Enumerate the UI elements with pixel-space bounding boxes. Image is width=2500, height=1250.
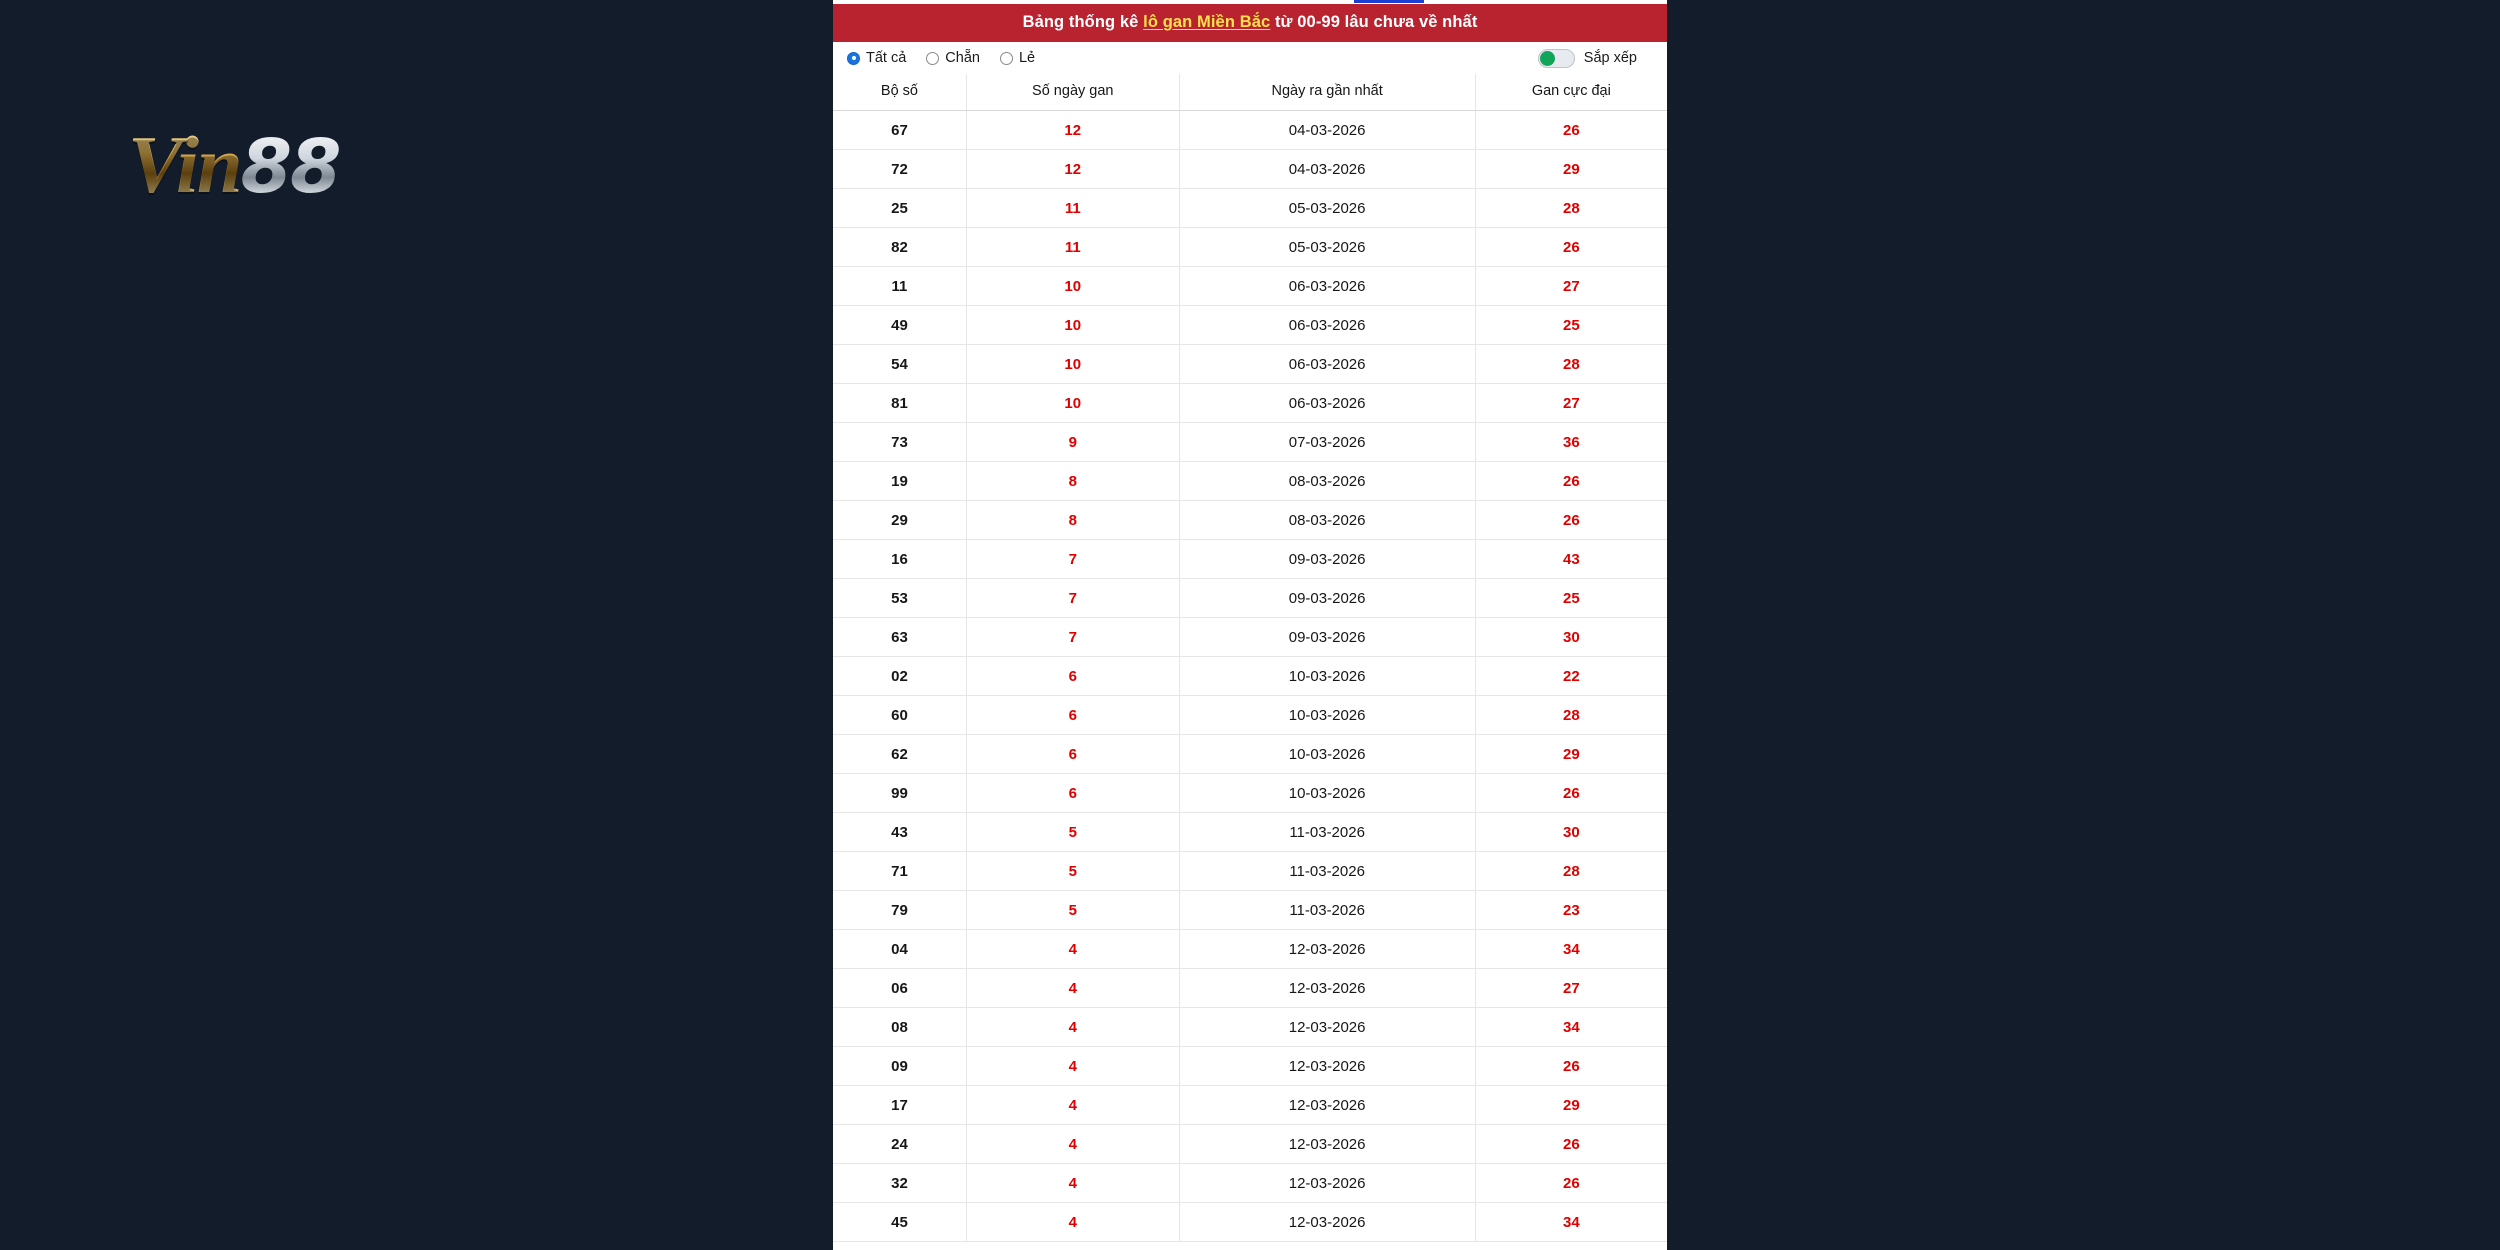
cell-bo-so: 54 bbox=[833, 345, 966, 384]
cell-so-ngay-gan: 4 bbox=[966, 930, 1179, 969]
table-row[interactable] bbox=[833, 657, 1667, 696]
cell-ngay-ra-gan-nhat: 06-03-2026 bbox=[1179, 384, 1475, 423]
cell-ngay-ra-gan-nhat: 09-03-2026 bbox=[1179, 618, 1475, 657]
cell-bo-so: 81 bbox=[833, 384, 966, 423]
cell-ngay-ra-gan-nhat: 06-03-2026 bbox=[1179, 306, 1475, 345]
cell-so-ngay-gan: 7 bbox=[966, 579, 1179, 618]
cell-ngay-ra-gan-nhat: 05-03-2026 bbox=[1179, 228, 1475, 267]
table-row[interactable] bbox=[833, 735, 1667, 774]
table-header bbox=[833, 74, 1667, 111]
cell-bo-so: 73 bbox=[833, 423, 966, 462]
cell-bo-so: 63 bbox=[833, 618, 966, 657]
cell-ngay-ra-gan-nhat: 08-03-2026 bbox=[1179, 501, 1475, 540]
cell-so-ngay-gan: 10 bbox=[966, 345, 1179, 384]
table-row[interactable] bbox=[833, 1047, 1667, 1086]
banner-link-lo-gan-mien-bac[interactable]: lô gan Miền Bắc bbox=[1143, 13, 1271, 31]
radio-icon-odd[interactable] bbox=[1000, 52, 1013, 65]
logo-text-88: 88 bbox=[240, 124, 340, 210]
sort-control[interactable] bbox=[1538, 49, 1637, 68]
cell-so-ngay-gan: 8 bbox=[966, 501, 1179, 540]
cell-gan-cuc-dai: 30 bbox=[1475, 813, 1667, 852]
sort-label: Sắp xếp bbox=[1583, 50, 1637, 66]
sort-toggle-knob bbox=[1540, 51, 1555, 66]
table-row[interactable] bbox=[833, 969, 1667, 1008]
table-row[interactable] bbox=[833, 462, 1667, 501]
cell-so-ngay-gan: 9 bbox=[966, 423, 1179, 462]
cell-so-ngay-gan: 4 bbox=[966, 1008, 1179, 1047]
cell-bo-so: 99 bbox=[833, 774, 966, 813]
cell-gan-cuc-dai: 28 bbox=[1475, 189, 1667, 228]
cell-ngay-ra-gan-nhat: 09-03-2026 bbox=[1179, 540, 1475, 579]
table-row[interactable] bbox=[833, 501, 1667, 540]
cell-gan-cuc-dai: 28 bbox=[1475, 696, 1667, 735]
cell-ngay-ra-gan-nhat: 06-03-2026 bbox=[1179, 345, 1475, 384]
cell-bo-so: 67 bbox=[833, 111, 966, 150]
cell-so-ngay-gan: 6 bbox=[966, 696, 1179, 735]
cell-gan-cuc-dai: 25 bbox=[1475, 306, 1667, 345]
cell-bo-so: 19 bbox=[833, 462, 966, 501]
cell-ngay-ra-gan-nhat: 11-03-2026 bbox=[1179, 852, 1475, 891]
table-row[interactable] bbox=[833, 228, 1667, 267]
cell-so-ngay-gan: 6 bbox=[966, 657, 1179, 696]
cell-so-ngay-gan: 4 bbox=[966, 1125, 1179, 1164]
table-row[interactable] bbox=[833, 579, 1667, 618]
filter-option-all-label: Tất cả bbox=[866, 50, 907, 66]
cell-gan-cuc-dai: 26 bbox=[1475, 228, 1667, 267]
filter-radio-group bbox=[847, 50, 1035, 66]
cell-so-ngay-gan: 12 bbox=[966, 150, 1179, 189]
cell-gan-cuc-dai: 26 bbox=[1475, 774, 1667, 813]
cell-bo-so: 82 bbox=[833, 228, 966, 267]
cell-gan-cuc-dai: 27 bbox=[1475, 969, 1667, 1008]
radio-icon-even[interactable] bbox=[926, 52, 939, 65]
cell-gan-cuc-dai: 27 bbox=[1475, 267, 1667, 306]
cell-bo-so: 53 bbox=[833, 579, 966, 618]
cell-gan-cuc-dai: 28 bbox=[1475, 852, 1667, 891]
stats-panel bbox=[833, 0, 1667, 1250]
filter-option-odd[interactable] bbox=[1000, 50, 1035, 66]
table-row[interactable] bbox=[833, 618, 1667, 657]
cell-bo-so: 16 bbox=[833, 540, 966, 579]
table-row[interactable] bbox=[833, 306, 1667, 345]
cell-ngay-ra-gan-nhat: 12-03-2026 bbox=[1179, 1203, 1475, 1242]
cell-so-ngay-gan: 10 bbox=[966, 267, 1179, 306]
blue-accent-line bbox=[1354, 0, 1424, 3]
cell-so-ngay-gan: 5 bbox=[966, 891, 1179, 930]
cell-so-ngay-gan: 4 bbox=[966, 1203, 1179, 1242]
column-header-so-ngay-gan[interactable]: Số ngày gan bbox=[966, 74, 1179, 111]
table-body bbox=[833, 111, 1667, 1242]
banner-text-before: Bảng thống kê bbox=[1022, 13, 1144, 31]
table-row[interactable] bbox=[833, 1086, 1667, 1125]
cell-ngay-ra-gan-nhat: 12-03-2026 bbox=[1179, 1047, 1475, 1086]
table-row[interactable] bbox=[833, 150, 1667, 189]
cell-so-ngay-gan: 7 bbox=[966, 540, 1179, 579]
cell-ngay-ra-gan-nhat: 05-03-2026 bbox=[1179, 189, 1475, 228]
cell-gan-cuc-dai: 22 bbox=[1475, 657, 1667, 696]
table-row[interactable] bbox=[833, 384, 1667, 423]
cell-bo-so: 62 bbox=[833, 735, 966, 774]
cell-bo-so: 08 bbox=[833, 1008, 966, 1047]
cell-bo-so: 79 bbox=[833, 891, 966, 930]
cell-ngay-ra-gan-nhat: 12-03-2026 bbox=[1179, 1164, 1475, 1203]
table-row[interactable] bbox=[833, 345, 1667, 384]
table-row[interactable] bbox=[833, 1125, 1667, 1164]
table-row[interactable] bbox=[833, 696, 1667, 735]
cell-ngay-ra-gan-nhat: 04-03-2026 bbox=[1179, 150, 1475, 189]
cell-so-ngay-gan: 4 bbox=[966, 1047, 1179, 1086]
cell-bo-so: 72 bbox=[833, 150, 966, 189]
cell-so-ngay-gan: 4 bbox=[966, 1086, 1179, 1125]
cell-so-ngay-gan: 5 bbox=[966, 852, 1179, 891]
table-header-row bbox=[833, 74, 1667, 111]
table-row[interactable] bbox=[833, 1203, 1667, 1242]
cell-ngay-ra-gan-nhat: 12-03-2026 bbox=[1179, 969, 1475, 1008]
cell-so-ngay-gan: 11 bbox=[966, 228, 1179, 267]
cell-so-ngay-gan: 8 bbox=[966, 462, 1179, 501]
cell-bo-so: 29 bbox=[833, 501, 966, 540]
table-row[interactable] bbox=[833, 540, 1667, 579]
cell-so-ngay-gan: 11 bbox=[966, 189, 1179, 228]
column-header-ngay-ra-gan-nhat[interactable]: Ngày ra gần nhất bbox=[1179, 74, 1475, 111]
cell-so-ngay-gan: 12 bbox=[966, 111, 1179, 150]
table-row[interactable] bbox=[833, 111, 1667, 150]
column-header-bo-so[interactable]: Bộ số bbox=[833, 74, 966, 111]
cell-ngay-ra-gan-nhat: 10-03-2026 bbox=[1179, 735, 1475, 774]
table-row[interactable] bbox=[833, 852, 1667, 891]
panel-banner-title bbox=[833, 4, 1667, 42]
cell-bo-so: 11 bbox=[833, 267, 966, 306]
cell-bo-so: 71 bbox=[833, 852, 966, 891]
cell-gan-cuc-dai: 26 bbox=[1475, 501, 1667, 540]
cell-gan-cuc-dai: 34 bbox=[1475, 1203, 1667, 1242]
cell-bo-so: 24 bbox=[833, 1125, 966, 1164]
radio-icon-all[interactable] bbox=[847, 52, 860, 65]
cell-gan-cuc-dai: 23 bbox=[1475, 891, 1667, 930]
cell-ngay-ra-gan-nhat: 10-03-2026 bbox=[1179, 657, 1475, 696]
sort-toggle-switch[interactable] bbox=[1538, 49, 1575, 68]
cell-so-ngay-gan: 10 bbox=[966, 384, 1179, 423]
site-logo bbox=[128, 110, 488, 220]
cell-gan-cuc-dai: 29 bbox=[1475, 150, 1667, 189]
column-header-gan-cuc-dai[interactable]: Gan cực đại bbox=[1475, 74, 1667, 111]
cell-bo-so: 17 bbox=[833, 1086, 966, 1125]
cell-gan-cuc-dai: 30 bbox=[1475, 618, 1667, 657]
lo-gan-table bbox=[833, 74, 1667, 1242]
cell-ngay-ra-gan-nhat: 10-03-2026 bbox=[1179, 774, 1475, 813]
cell-ngay-ra-gan-nhat: 07-03-2026 bbox=[1179, 423, 1475, 462]
cell-so-ngay-gan: 6 bbox=[966, 774, 1179, 813]
cell-ngay-ra-gan-nhat: 12-03-2026 bbox=[1179, 1125, 1475, 1164]
table-row[interactable] bbox=[833, 891, 1667, 930]
cell-ngay-ra-gan-nhat: 08-03-2026 bbox=[1179, 462, 1475, 501]
cell-ngay-ra-gan-nhat: 12-03-2026 bbox=[1179, 930, 1475, 969]
cell-bo-so: 60 bbox=[833, 696, 966, 735]
filter-option-even-label: Chẵn bbox=[945, 50, 980, 66]
cell-gan-cuc-dai: 34 bbox=[1475, 1008, 1667, 1047]
filter-option-even[interactable] bbox=[926, 50, 980, 66]
cell-bo-so: 25 bbox=[833, 189, 966, 228]
panel-top-sliver bbox=[833, 0, 1667, 4]
cell-gan-cuc-dai: 28 bbox=[1475, 345, 1667, 384]
cell-so-ngay-gan: 10 bbox=[966, 306, 1179, 345]
cell-gan-cuc-dai: 25 bbox=[1475, 579, 1667, 618]
filter-option-odd-label: Lẻ bbox=[1018, 50, 1036, 66]
cell-so-ngay-gan: 4 bbox=[966, 1164, 1179, 1203]
cell-so-ngay-gan: 5 bbox=[966, 813, 1179, 852]
cell-bo-so: 09 bbox=[833, 1047, 966, 1086]
cell-gan-cuc-dai: 27 bbox=[1475, 384, 1667, 423]
cell-bo-so: 49 bbox=[833, 306, 966, 345]
cell-gan-cuc-dai: 43 bbox=[1475, 540, 1667, 579]
filter-controls bbox=[833, 42, 1667, 74]
cell-bo-so: 06 bbox=[833, 969, 966, 1008]
table-row[interactable] bbox=[833, 1008, 1667, 1047]
filter-option-all[interactable] bbox=[847, 50, 906, 66]
cell-gan-cuc-dai: 34 bbox=[1475, 930, 1667, 969]
cell-ngay-ra-gan-nhat: 06-03-2026 bbox=[1179, 267, 1475, 306]
table-row[interactable] bbox=[833, 1164, 1667, 1203]
table-row[interactable] bbox=[833, 774, 1667, 813]
cell-bo-so: 45 bbox=[833, 1203, 966, 1242]
cell-ngay-ra-gan-nhat: 11-03-2026 bbox=[1179, 813, 1475, 852]
logo-text-vin: Vin bbox=[128, 119, 241, 210]
cell-bo-so: 43 bbox=[833, 813, 966, 852]
cell-ngay-ra-gan-nhat: 10-03-2026 bbox=[1179, 696, 1475, 735]
cell-so-ngay-gan: 4 bbox=[966, 969, 1179, 1008]
table-row[interactable] bbox=[833, 813, 1667, 852]
cell-ngay-ra-gan-nhat: 12-03-2026 bbox=[1179, 1086, 1475, 1125]
cell-gan-cuc-dai: 36 bbox=[1475, 423, 1667, 462]
cell-so-ngay-gan: 6 bbox=[966, 735, 1179, 774]
banner-text-after: từ 00-99 lâu chưa về nhất bbox=[1270, 13, 1478, 31]
cell-gan-cuc-dai: 26 bbox=[1475, 1164, 1667, 1203]
logo-text bbox=[128, 119, 340, 210]
table-row[interactable] bbox=[833, 930, 1667, 969]
cell-bo-so: 04 bbox=[833, 930, 966, 969]
cell-bo-so: 02 bbox=[833, 657, 966, 696]
cell-ngay-ra-gan-nhat: 09-03-2026 bbox=[1179, 579, 1475, 618]
table-row[interactable] bbox=[833, 423, 1667, 462]
cell-bo-so: 32 bbox=[833, 1164, 966, 1203]
cell-gan-cuc-dai: 26 bbox=[1475, 111, 1667, 150]
table-row[interactable] bbox=[833, 267, 1667, 306]
cell-ngay-ra-gan-nhat: 11-03-2026 bbox=[1179, 891, 1475, 930]
cell-gan-cuc-dai: 26 bbox=[1475, 1125, 1667, 1164]
table-row[interactable] bbox=[833, 189, 1667, 228]
cell-gan-cuc-dai: 29 bbox=[1475, 1086, 1667, 1125]
cell-gan-cuc-dai: 29 bbox=[1475, 735, 1667, 774]
cell-so-ngay-gan: 7 bbox=[966, 618, 1179, 657]
cell-ngay-ra-gan-nhat: 04-03-2026 bbox=[1179, 111, 1475, 150]
cell-ngay-ra-gan-nhat: 12-03-2026 bbox=[1179, 1008, 1475, 1047]
cell-gan-cuc-dai: 26 bbox=[1475, 1047, 1667, 1086]
cell-gan-cuc-dai: 26 bbox=[1475, 462, 1667, 501]
